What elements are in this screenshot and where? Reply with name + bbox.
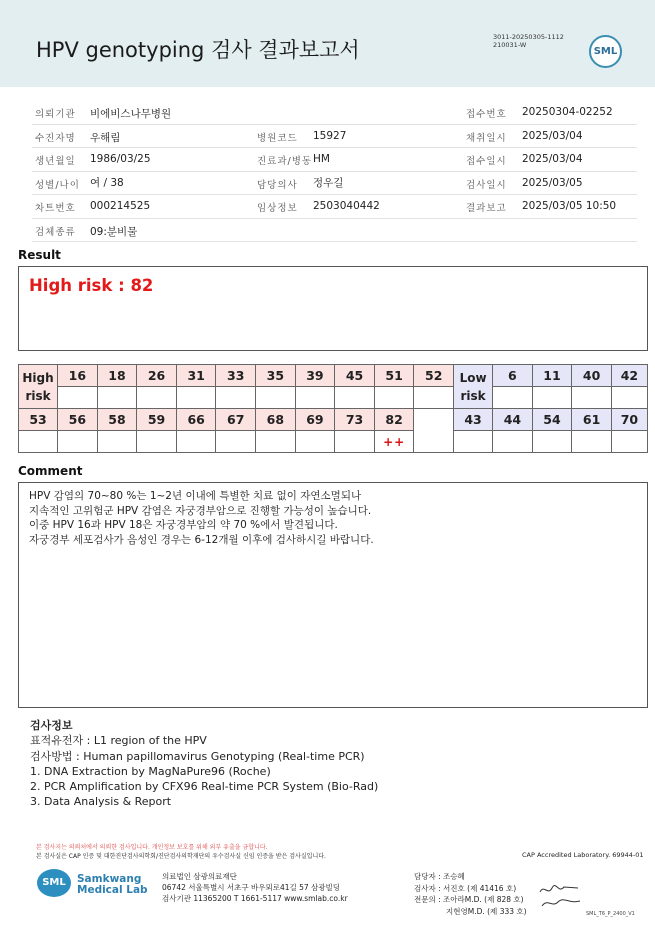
collect-date-value: 2025/03/04 [522, 129, 583, 142]
form-code: SML_T6_P_2400_V1 [586, 911, 635, 917]
result-cell [335, 431, 375, 453]
info-row [32, 172, 637, 196]
exam-info [30, 718, 378, 810]
institution-label: 의뢰기관 [35, 109, 76, 120]
dept-value: HM [313, 153, 330, 165]
report-title: HPV genotyping 검사 결과보고서 [36, 38, 360, 62]
low-type-cell: 6 [493, 365, 533, 387]
high-type-cell: 56 [58, 409, 98, 431]
info-row [32, 101, 637, 125]
high-type-cell: 26 [137, 365, 177, 387]
high-type-cell: 33 [216, 365, 256, 387]
result-cell [58, 387, 98, 409]
result-cell [572, 431, 612, 453]
comment-line: 자궁경부 세포검사가 음성인 경우는 6-12개월 이후에 검사하시길 바랍니다. [29, 533, 374, 546]
result-cell [256, 387, 296, 409]
cap-accreditation: CAP Accredited Laboratory. 69944-01 [522, 851, 644, 859]
clinical-label: 임상정보 [257, 203, 298, 214]
result-cell [176, 387, 216, 409]
doctor-label: 담당의사 [257, 179, 298, 191]
exam-step: 1. DNA Extraction by MagNaPure96 (Roche) [30, 764, 271, 778]
birth-label: 생년월일 [35, 156, 76, 167]
result-cell [97, 387, 137, 409]
document-code: 3011-20250305-1112 210031-W [493, 33, 564, 49]
low-type-cell: 43 [454, 409, 493, 431]
high-risk-label: High risk [19, 365, 58, 409]
high-type-cell: 35 [256, 365, 296, 387]
high-type-cell: 18 [97, 365, 137, 387]
high-type-cell: 68 [256, 409, 296, 431]
comment-heading: Comment [18, 464, 83, 478]
patient-value: 우해림 [90, 131, 121, 144]
dept-label: 진료과/병동 [257, 156, 313, 167]
low-type-cell: 42 [611, 365, 647, 387]
clinical-value: 2503040442 [313, 200, 380, 212]
result-cell [414, 387, 454, 409]
result-text: High risk : 82 [29, 276, 154, 295]
low-type-cell: 61 [572, 409, 612, 431]
notice-text: 본 검사실은 CAP 인증 및 대한진단검사의학회/진단검사의학재단의 우수검사실 신임 인증을 받은 검사실입니다. [36, 853, 326, 860]
low-risk-label: Low risk [454, 365, 493, 409]
result-cell [295, 387, 335, 409]
comment-text [29, 489, 374, 547]
low-type-cell: 40 [572, 365, 612, 387]
exam-gene: 표적유전자 : L1 region of the HPV [30, 734, 207, 748]
low-type-cell: 44 [493, 409, 533, 431]
high-type-cell: 59 [137, 409, 177, 431]
info-row [32, 195, 637, 219]
result-cell [454, 431, 493, 453]
exam-info-title: 검사정보 [30, 719, 73, 732]
birth-value: 1986/03/25 [90, 153, 151, 165]
receipt-date-value: 2025/03/04 [522, 153, 583, 165]
signature-image [538, 882, 583, 910]
high-type-cell: 45 [335, 365, 375, 387]
high-type-cell: 58 [97, 409, 137, 431]
result-cell [493, 431, 533, 453]
result-cell [137, 431, 177, 453]
result-cell [216, 431, 256, 453]
result-cell [256, 431, 296, 453]
specimen-label: 검체종류 [35, 226, 76, 238]
comment-line: 지속적인 고위험군 HPV 감염은 자궁경부암으로 진행할 가능성이 높습니다. [29, 504, 372, 517]
result-cell [97, 431, 137, 453]
high-type-cell: 69 [295, 409, 335, 431]
result-cell [335, 387, 375, 409]
result-cell [572, 387, 612, 409]
result-box [18, 266, 648, 351]
footer-logo: SML [37, 869, 71, 897]
specimen-value: 09:분비물 [90, 225, 138, 238]
result-cell [611, 387, 647, 409]
result-cell [374, 387, 414, 409]
info-row [32, 148, 637, 172]
report-header [0, 0, 655, 87]
result-cell [137, 387, 177, 409]
chart-no-label: 차트번호 [35, 203, 76, 214]
high-type-cell: 52 [414, 365, 454, 387]
high-type-cell: 67 [216, 409, 256, 431]
result-cell [216, 387, 256, 409]
result-cell [532, 431, 572, 453]
receipt-no-value: 20250304-02252 [522, 106, 613, 118]
receipt-no-label: 접수번호 [466, 109, 507, 120]
exam-step: 3. Data Analysis & Report [30, 795, 172, 809]
high-type-cell: 73 [335, 409, 375, 431]
report-label: 결과보고 [466, 203, 507, 214]
patient-info-table [32, 101, 637, 242]
high-type-cell: 51 [374, 365, 414, 387]
empty-cell [414, 409, 454, 453]
high-type-cell: 53 [19, 409, 58, 431]
high-type-cell: 31 [176, 365, 216, 387]
receipt-date-label: 접수일시 [466, 156, 507, 167]
comment-line: 이중 HPV 16과 HPV 18은 자궁경부암의 약 70 %에서 발견됩니다. [29, 519, 338, 531]
collect-date-label: 채취일시 [466, 132, 507, 144]
hospital-code-label: 병원코드 [257, 132, 298, 144]
result-cell [493, 387, 533, 409]
sex-age-label: 성별/나이 [35, 179, 80, 191]
positive-mark: ++ [374, 431, 414, 453]
result-heading: Result [18, 248, 61, 262]
high-type-cell: 82 [374, 409, 414, 431]
comment-box [18, 482, 648, 708]
genotype-table [18, 364, 648, 453]
exam-method: 검사방법 : Human papillomavirus Genotyping (Real-time PCR) [30, 749, 365, 763]
company-address: 의료법인 삼광의료재단 06742 서울특별시 서초구 바우뫼로41길 57 삼광빌딩 검사기관 11365200 T 1661-5117 www.smlab.co.kr [162, 872, 348, 903]
company-name: Samkwang Medical Lab [77, 873, 148, 896]
comment-line: HPV 감염의 70~80 %는 1~2년 이내에 특별한 치료 없이 자연소멸되나 [29, 490, 362, 502]
report-value: 2025/03/05 10:50 [522, 200, 617, 212]
high-type-cell: 16 [58, 365, 98, 387]
institution-value: 비에비스나무병원 [90, 108, 172, 120]
exam-step: 2. PCR Amplification by CFX96 Real-time PCR System (Bio-Rad) [30, 780, 379, 794]
low-type-cell: 70 [611, 409, 647, 431]
low-type-cell: 54 [532, 409, 572, 431]
result-cell [611, 431, 647, 453]
result-cell [19, 431, 58, 453]
notice-red: 본 검사지는 의뢰처에서 의뢰한 검사입니다. 개인정보 보호를 위해 외부 유출을 금합니다. [36, 844, 268, 851]
result-cell [295, 431, 335, 453]
test-date-label: 검사일시 [466, 179, 507, 191]
info-row [32, 219, 637, 243]
result-cell [58, 431, 98, 453]
doctor-value: 정우길 [313, 176, 344, 189]
high-type-cell: 66 [176, 409, 216, 431]
low-type-cell: 11 [532, 365, 572, 387]
result-cell [176, 431, 216, 453]
signatories: 담당자 : 조승혜 검사자 : 서진호 (제 41416 호) 전문의 : 조아라M.D. (제 828 호) 지현영M.D. (제 333 호) [414, 872, 527, 916]
sex-age-value: 여 / 38 [90, 176, 124, 189]
info-row [32, 125, 637, 149]
result-cell [532, 387, 572, 409]
test-date-value: 2025/03/05 [522, 176, 583, 189]
hospital-code-value: 15927 [313, 129, 347, 142]
patient-label: 수진자명 [35, 132, 76, 144]
sml-logo: SML [589, 35, 622, 68]
high-type-cell: 39 [295, 365, 335, 387]
chart-no-value: 000214525 [90, 200, 151, 212]
